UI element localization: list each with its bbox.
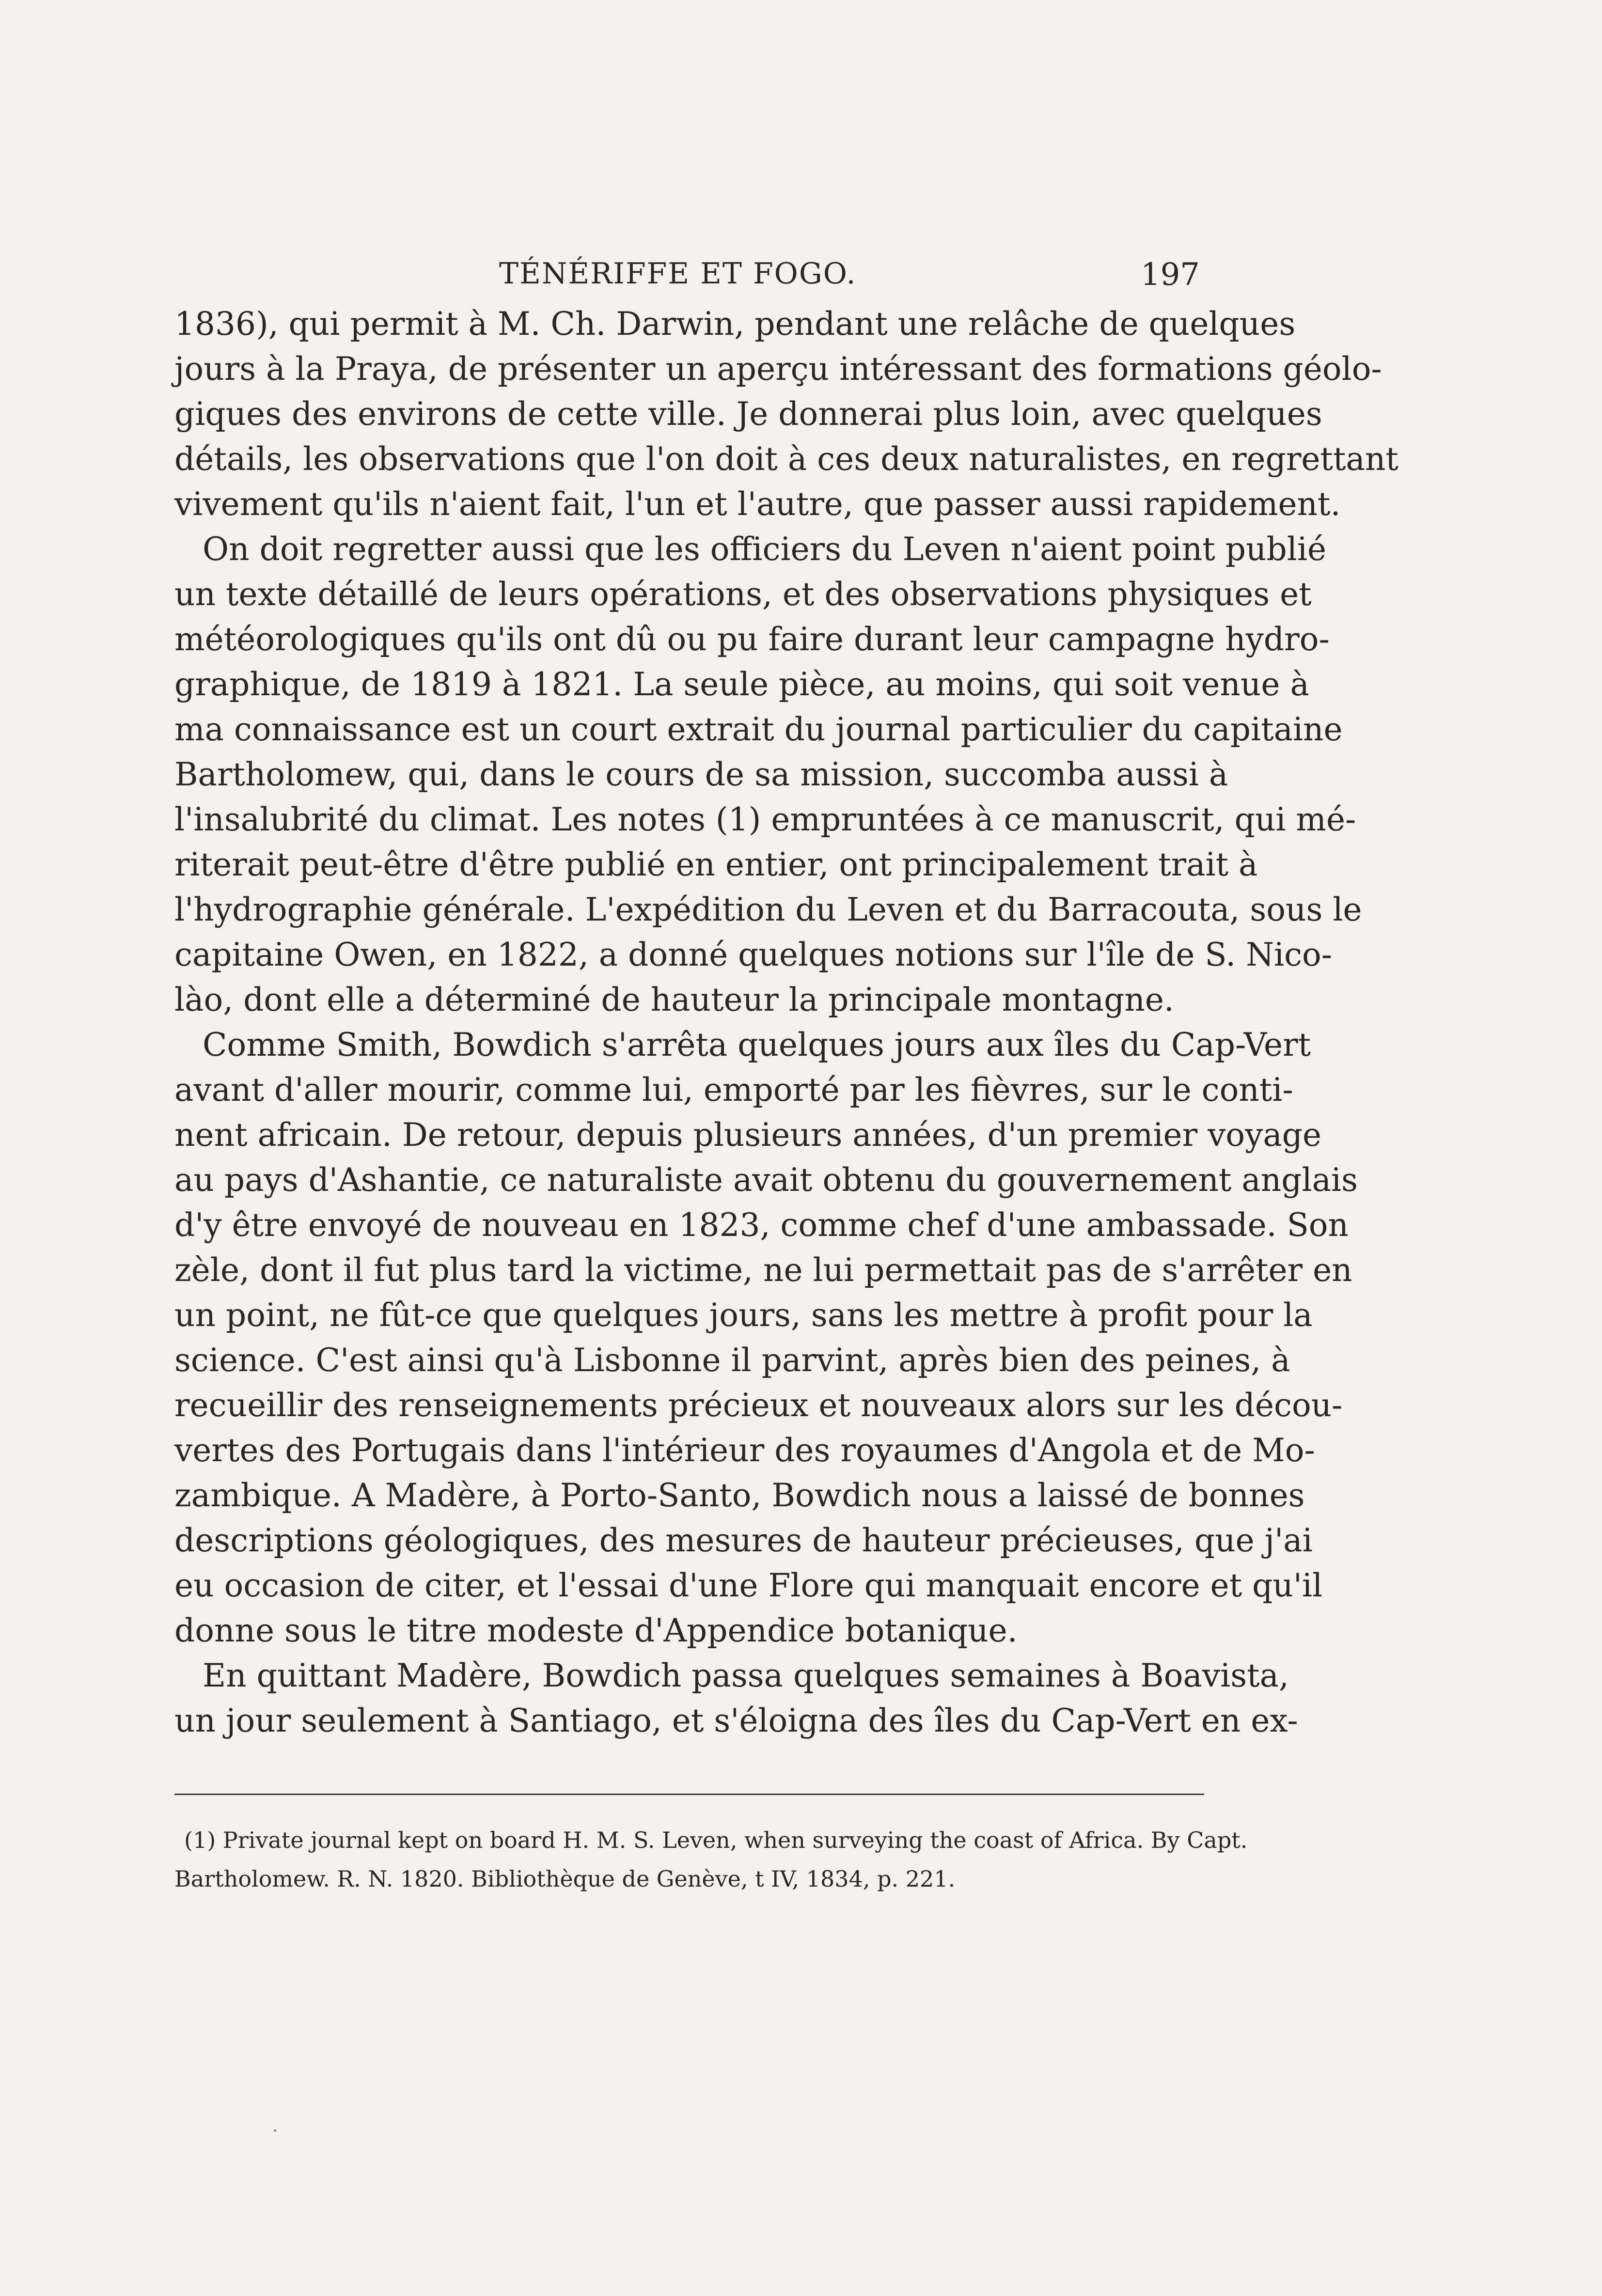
text-line: recueillir des renseignements précieux et nouveaux alors sur les décou-	[174, 1387, 1343, 1424]
text-line: un texte détaillé de leurs opérations, et des observations physiques et	[174, 576, 1312, 613]
text-line: lào, dont elle a déterminé de hauteur la principale montagne.	[174, 981, 1174, 1018]
text-line: zambique. A Madère, à Porto-Santo, Bowdich nous a laissé de bonnes	[174, 1477, 1305, 1514]
footnote-rule	[174, 1794, 1204, 1795]
text-line: jours à la Praya, de présenter un aperçu intéressant des formations géolo-	[174, 350, 1382, 388]
text-line: ma connaissance est un court extrait du journal particulier du capitaine	[174, 711, 1343, 748]
text-line: 1836), qui permit à M. Ch. Darwin, pendant une relâche de quelques	[174, 305, 1296, 343]
text-line: d'y être envoyé de nouveau en 1823, comme chef d'une ambassade. Son	[174, 1206, 1349, 1244]
text-line: vivement qu'ils n'aient fait, l'un et l'autre, que passer aussi rapidement.	[174, 485, 1341, 523]
text-line: un point, ne fût-ce que quelques jours, sans les mettre à profit pour la	[174, 1296, 1313, 1334]
text-line: eu occasion de citer, et l'essai d'une Flore qui manquait encore et qu'il	[174, 1567, 1323, 1604]
text-line: On doit regretter aussi que les officiers du Leven n'aient point publié	[203, 531, 1327, 568]
page-header	[0, 257, 1602, 300]
text-line: vertes des Portugais dans l'intérieur des royaumes d'Angola et de Mo-	[174, 1432, 1315, 1469]
text-line: l'insalubrité du climat. Les notes (1) empruntées à ce manuscrit, qui mé-	[174, 801, 1356, 838]
text-line: au pays d'Ashantie, ce naturaliste avait obtenu du gouvernement anglais	[174, 1161, 1358, 1199]
text-line: météorologiques qu'ils ont dû ou pu faire durant leur campagne hydro-	[174, 621, 1330, 658]
text-line: Comme Smith, Bowdich s'arrêta quelques jours aux îles du Cap-Vert	[203, 1026, 1311, 1063]
footnote-line: (1) Private journal kept on board H. M. S. Leven, when surveying the coast of Africa. By Capt.	[184, 1827, 1248, 1853]
page-number: 197	[1140, 257, 1200, 293]
text-line: l'hydrographie générale. L'expédition du Leven et du Barracouta, sous le	[174, 891, 1362, 928]
text-line: nent africain. De retour, depuis plusieurs années, d'un premier voyage	[174, 1116, 1322, 1154]
text-line: descriptions géologiques, des mesures de hauteur précieuses, que j'ai	[174, 1522, 1313, 1559]
footnote-line: Bartholomew. R. N. 1820. Bibliothèque de Genève, t IV, 1834, p. 221.	[174, 1866, 956, 1892]
running-title: TÉNÉRIFFE ET FOGO.	[499, 257, 857, 291]
text-line: science. C'est ainsi qu'à Lisbonne il parvint, après bien des peines, à	[174, 1342, 1290, 1379]
paper-speck	[274, 2129, 276, 2132]
text-line: Bartholomew, qui, dans le cours de sa mission, succomba aussi à	[174, 756, 1228, 793]
text-line: un jour seulement à Santiago, et s'éloigna des îles du Cap-Vert en ex-	[174, 1702, 1298, 1739]
text-line: riterait peut-être d'être publié en entier, ont principalement trait à	[174, 846, 1258, 883]
text-line: avant d'aller mourir, comme lui, emporté par les fièvres, sur le conti-	[174, 1071, 1293, 1109]
body-text	[174, 301, 1398, 1743]
text-line: graphique, de 1819 à 1821. La seule pièce, au moins, qui soit venue à	[174, 666, 1309, 703]
text-line: détails, les observations que l'on doit à ces deux naturalistes, en regrettant	[174, 440, 1398, 478]
text-line: capitaine Owen, en 1822, a donné quelques notions sur l'île de S. Nico-	[174, 936, 1333, 973]
text-line: zèle, dont il fut plus tard la victime, ne lui permettait pas de s'arrêter en	[174, 1251, 1352, 1289]
text-line: En quittant Madère, Bowdich passa quelques semaines à Boavista,	[203, 1657, 1289, 1694]
footnote	[174, 1821, 1248, 1898]
text-line: giques des environs de cette ville. Je donnerai plus loin, avec quelques	[174, 395, 1322, 433]
text-line: donne sous le titre modeste d'Appendice botanique.	[174, 1612, 1018, 1649]
